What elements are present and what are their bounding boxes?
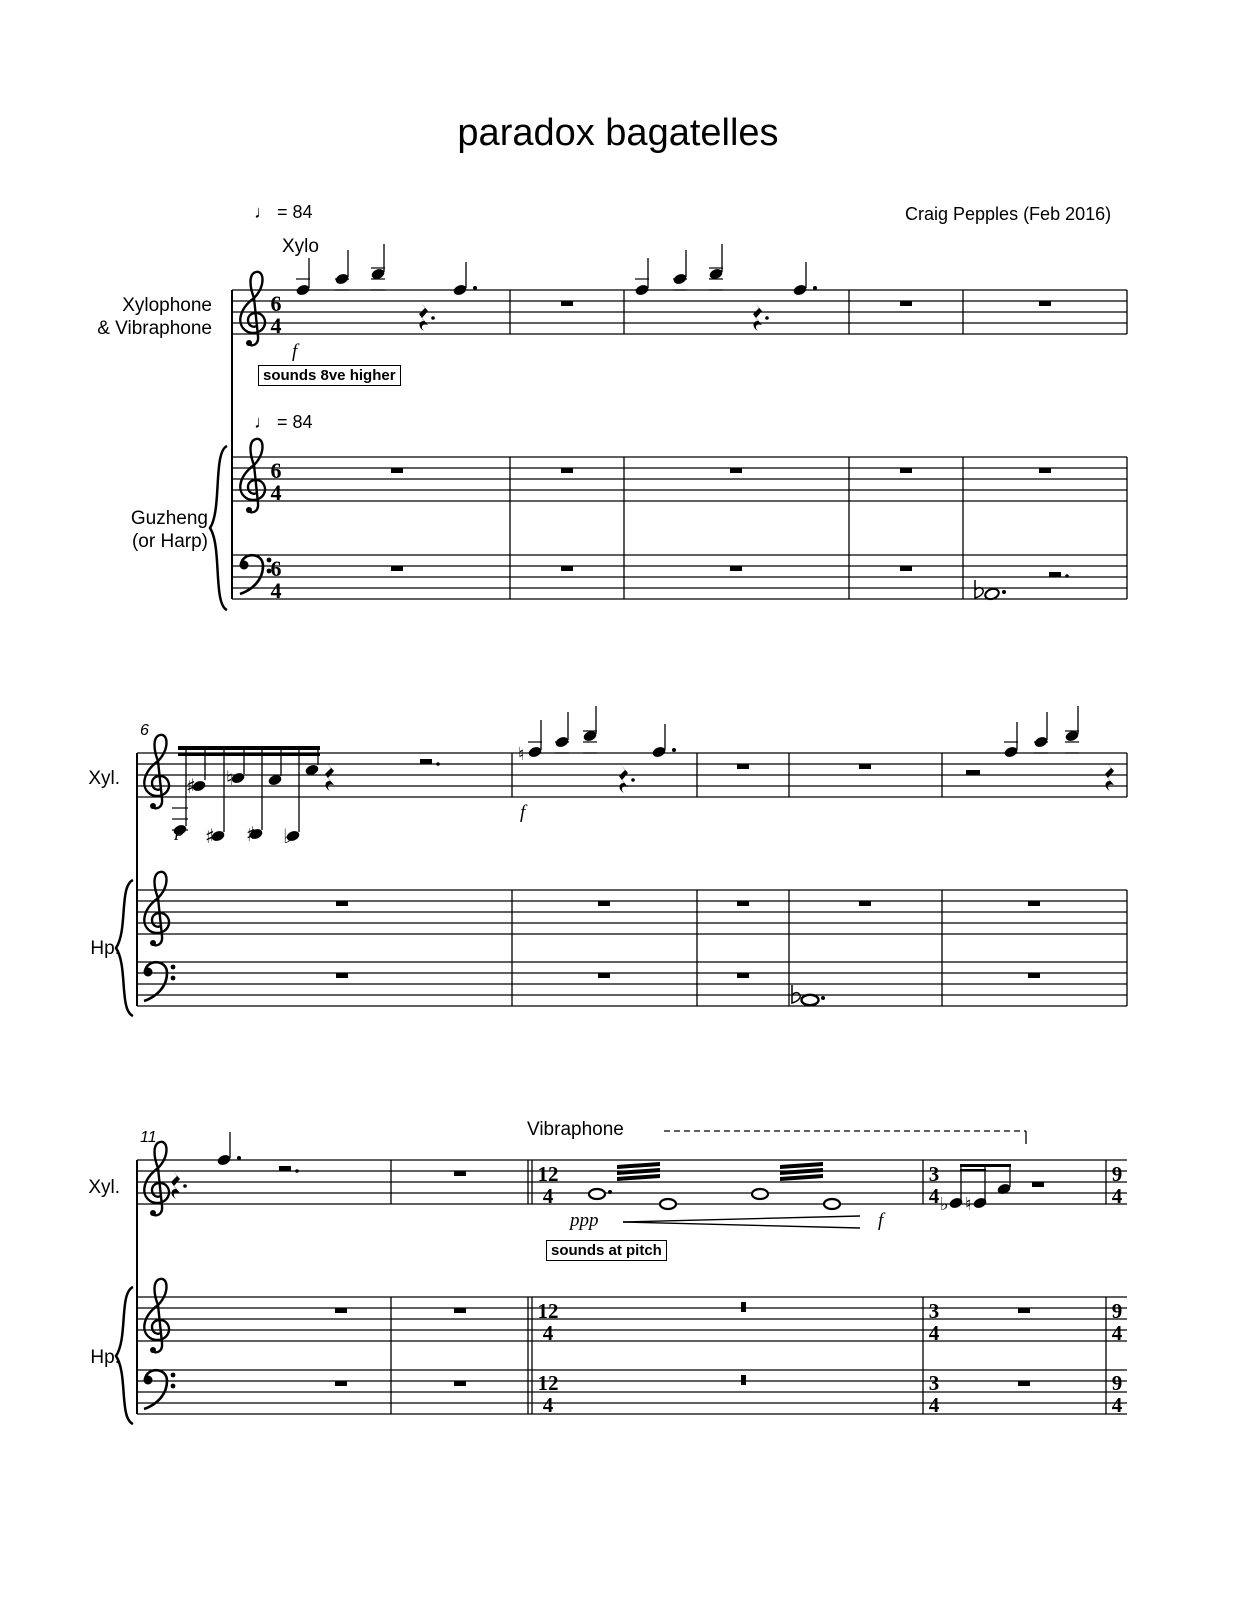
svg-text:4: 4 [1111,1393,1123,1417]
performance-note-at-pitch: sounds at pitch [546,1240,667,1261]
instrument-change-vibraphone: Vibraphone [527,1119,624,1140]
xylo-m3-notes [634,244,817,331]
guzheng-label-line2: (or Harp) [131,531,208,552]
svg-text:4: 4 [270,578,282,603]
svg-text:4: 4 [542,1393,554,1417]
hp-abbrev-label-3: Hp. [90,1347,120,1368]
dynamic-ppp: ppp [570,1210,599,1231]
svg-text:4: 4 [928,1393,940,1417]
svg-text:♯: ♯ [205,824,215,848]
bass-m5-note [975,572,1069,601]
svg-text:4: 4 [928,1184,940,1208]
composer-credit: Craig Pepples (Feb 2016) [905,204,1112,224]
svg-text:♭: ♭ [940,1194,949,1215]
svg-text:4: 4 [270,313,282,338]
hp-abbrev-label-2: Hp. [90,938,120,959]
dynamic-forte-3: f [878,1210,884,1231]
xyl-abbrev-label-3: Xyl. [88,1177,120,1198]
svg-text:9: 9 [1111,1162,1123,1186]
measure-number-6: 6 [140,722,149,739]
svg-text:4: 4 [542,1184,554,1208]
crescendo-hairpin [623,1216,860,1228]
svg-text:♮: ♮ [518,744,525,765]
svg-text:9: 9 [1111,1299,1123,1323]
svg-text:4: 4 [1111,1321,1123,1345]
guzheng-label-line1: Guzheng [130,508,208,529]
svg-text:9: 9 [1111,1371,1123,1395]
tempo-marking-guzheng: ♩ = 84 [254,412,313,432]
svg-text:3: 3 [928,1162,940,1186]
svg-text:♯: ♯ [186,774,196,798]
svg-text:♭: ♭ [283,824,293,848]
svg-text:12: 12 [537,1162,559,1186]
vibraphone-tremolo [589,1162,840,1209]
xylophone-label-line2: & Vibraphone [97,318,212,339]
dynamic-forte-2: f [520,802,526,823]
system-3 [116,1131,1127,1424]
instrument-change-xylo: Xylo [282,236,319,257]
performance-note-8ve: sounds 8ve higher [258,365,401,386]
svg-text:4: 4 [1111,1184,1123,1208]
tempo-marking-xylophone: ♩ = 84 [254,202,313,222]
system-2 [116,706,1127,1016]
svg-text:6: 6 [270,291,282,316]
xylo-m10-notes [966,706,1114,791]
dynamic-forte: f [292,341,298,362]
svg-text:12: 12 [537,1299,559,1323]
svg-text:3: 3 [928,1371,940,1395]
svg-text:6: 6 [270,556,282,581]
measure-number-11: 11 [140,1129,157,1146]
xylo-m14-notes [940,1164,1044,1215]
svg-text:4: 4 [270,480,282,505]
svg-text:♮: ♮ [965,1194,972,1215]
xylo-m6-noteheads [172,763,320,848]
svg-text:12: 12 [537,1371,559,1395]
xylo-m1-notes [295,244,477,331]
svg-text:3: 3 [928,1299,940,1323]
svg-text:4: 4 [928,1321,940,1345]
svg-text:♮: ♮ [226,766,234,790]
system-1 [210,244,1127,610]
svg-text:4: 4 [542,1321,554,1345]
score-title: paradox bagatelles [457,112,779,154]
xylo-m7-notes [518,706,676,793]
svg-text:♯: ♯ [246,822,256,846]
xyl-abbrev-label-2: Xyl. [88,768,120,789]
instrument-change-line [664,1131,1026,1144]
xylo-m11-notes [171,1132,299,1199]
svg-text:6: 6 [270,458,282,483]
xylophone-label-line1: Xylophone [122,295,212,316]
